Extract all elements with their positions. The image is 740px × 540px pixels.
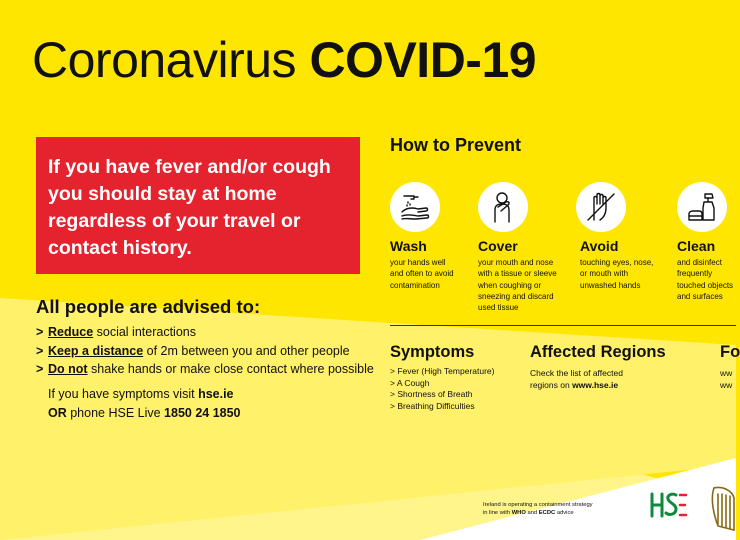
spray-clean-icon [677, 182, 727, 232]
hse-link[interactable]: hse.ie [198, 387, 234, 401]
footer-note: Ireland is operating a containment strategy in line with WHO and ECDC advice [483, 502, 593, 516]
advice-item: > Do not shake hands or make close contact where possible [36, 362, 374, 376]
section-divider [390, 325, 736, 326]
further-info-text: ww ww [720, 368, 733, 390]
symptom-item: > Shortness of Breath [390, 389, 473, 400]
hand-wash-icon [390, 182, 440, 232]
prevent-desc-clean: and disinfect frequently touched objects and surfaces [677, 258, 734, 301]
hse-live-number: 1850 24 1850 [164, 405, 241, 420]
prevent-desc-cover: your mouth and nose with a tissue or sleeve when coughing or sneezing and discard used tissue [478, 258, 557, 313]
regions-link[interactable]: www.hse.ie [572, 379, 619, 390]
no-touch-face-icon [576, 182, 626, 232]
prevent-title-wash: Wash [390, 238, 427, 254]
regions-text: Check the list of affected regions on www.hse.ie [530, 368, 623, 390]
alert-text: If you have fever and/or cough you should stay at home regardless of your travel or contact history. [48, 156, 331, 259]
stay-home-alert [36, 137, 360, 274]
symptom-item: > A Cough [390, 377, 430, 388]
prevent-title-avoid: Avoid [580, 238, 619, 254]
symptom-item: > Fever (High Temperature) [390, 366, 495, 376]
symptom-item: > Breathing Difficulties [390, 400, 475, 411]
symptoms-list [390, 366, 494, 412]
prevent-desc-avoid: touching eyes, nose, or mouth with unwashed hands [580, 258, 654, 290]
symptoms-contact-info: If you have symptoms visit hse.ie OR phone HSE Live 1850 24 1850 [48, 387, 241, 420]
prevent-desc-wash: your hands well and often to avoid contamination [390, 258, 454, 290]
prevent-heading: How to Prevent [390, 135, 522, 155]
hse-logo [648, 488, 688, 522]
symptoms-heading: Symptoms [390, 343, 475, 361]
harp-emblem [708, 484, 736, 532]
advised-heading: All people are advised to: [36, 296, 261, 317]
regions-heading: Affected Regions [530, 343, 666, 361]
advice-list [36, 323, 374, 379]
cough-cover-icon [478, 182, 528, 232]
page-title: Coronavirus COVID-19 [32, 32, 537, 88]
further-info-heading: Fo [720, 343, 740, 361]
advice-item: > Keep a distance of 2m between you and other people [36, 343, 350, 358]
prevent-title-cover: Cover [478, 238, 518, 254]
prevent-title-clean: Clean [677, 238, 716, 254]
advice-item: > Reduce social interactions [36, 325, 196, 339]
